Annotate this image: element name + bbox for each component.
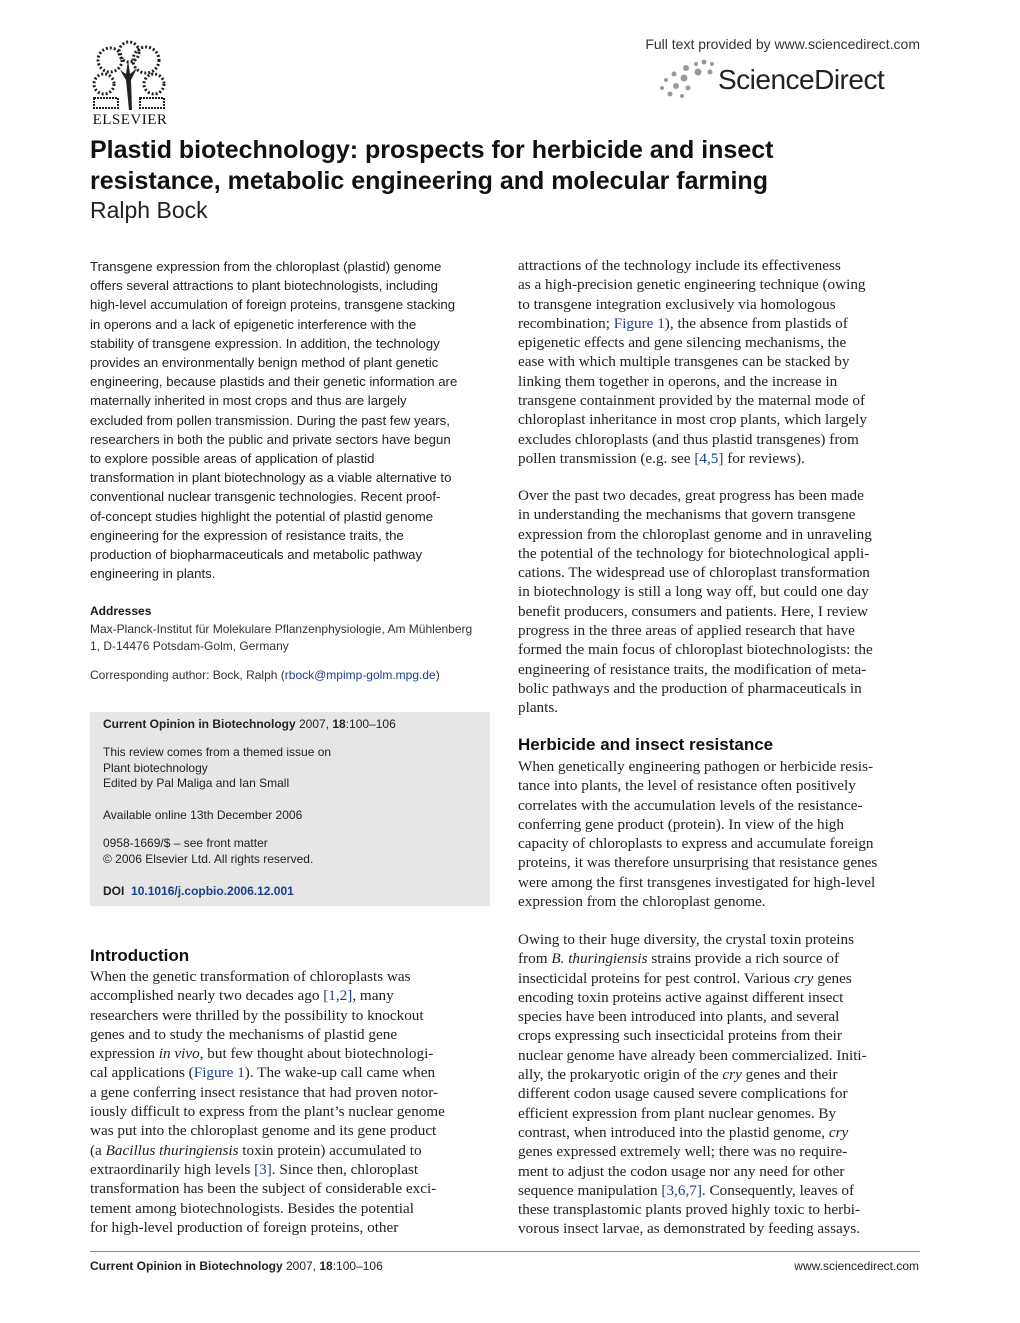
figure-link[interactable]: Figure 1 — [613, 314, 665, 332]
body-line: When genetically engineering pathogen or herbicide resis- — [518, 758, 874, 775]
abstract-line: Transgene expression from the chloroplast (plastid) genome — [90, 259, 442, 274]
abstract-line: of-concept studies highlight the potential of plastid genome — [90, 508, 434, 524]
abstract-line: engineering in plants. — [90, 566, 216, 582]
body-line: engineering of resistance traits, the modification of meta- — [518, 660, 867, 678]
introduction-heading: Introduction — [90, 946, 190, 965]
intro-line: When the genetic transformation of chloroplasts was — [90, 968, 411, 985]
right-paragraph-2 — [518, 486, 919, 718]
body-line: different codon usage caused severe complications for — [518, 1085, 848, 1103]
intro-line: was put into the chloroplast genome and its gene product — [90, 1122, 437, 1140]
title-line-2: resistance, metabolic engineering and molecular farming — [90, 167, 768, 195]
intro-line: transformation has been the subject of considerable exci- — [90, 1180, 437, 1198]
body-line: species have been introduced into plants, and several — [518, 1008, 840, 1026]
body-line: conferring gene product (protein). In view of the high — [518, 815, 844, 833]
ref-link[interactable]: [1,2] — [323, 987, 353, 1005]
abstract-line: provides an environmentally benign method of plant genetic — [90, 355, 439, 371]
info-themed-line-3: Edited by Pal Maliga and Ian Small — [103, 776, 290, 790]
corresponding-author — [90, 667, 490, 684]
body-line: contrast, when introduced into the plastid genome, cry — [518, 1123, 849, 1141]
body-line: chloroplast inheritance in most crop plants, which largely — [518, 411, 867, 429]
body-line: formed the main focus of chloroplast biotechnologists: the — [518, 641, 873, 659]
abstract-line: production of biopharmaceuticals and metabolic pathway — [90, 547, 423, 563]
body-line: proteins, it was therefore unsurprising that resistance genes — [518, 854, 878, 872]
body-line: capacity of chloroplasts to express and accumulate foreign — [518, 835, 874, 853]
intro-line: (a Bacillus thuringiensis toxin protein) accumulated to — [90, 1141, 422, 1159]
right-paragraph-1 — [518, 256, 919, 468]
footer-url[interactable]: www.sciencedirect.com — [794, 1259, 919, 1273]
body-line: in understanding the mechanisms that govern transgene — [518, 506, 856, 524]
intro-line: cal applications (Figure 1). The wake-up call came when — [90, 1064, 436, 1082]
body-line: excludes chloroplasts (and thus plastid transgenes) from — [518, 430, 859, 448]
abstract-line: engineering for the expression of resistance traits, the — [90, 527, 404, 543]
intro-line: accomplished nearly two decades ago [1,2], many — [90, 987, 394, 1005]
elsevier-logo — [90, 40, 170, 130]
body-line: correlates with the accumulation levels of the resistance- — [518, 796, 863, 814]
sciencedirect-wordmark: ScienceDirect — [718, 64, 885, 95]
abstract-line: engineering, because plastids and their genetic information are — [90, 374, 458, 390]
body-line: plants. — [518, 699, 559, 717]
ref-link[interactable]: [3] — [254, 1160, 272, 1178]
abstract-line: excluded from pollen transmission. During the past few years, — [90, 412, 450, 428]
footer-journal-name: Current Opinion in Biotechnology — [90, 1259, 283, 1273]
body-line: epigenetic effects and gene silencing mechanisms, the — [518, 334, 847, 352]
body-line: tance into plants, the level of resistance often positively — [518, 777, 856, 795]
footer-volume: 18 — [319, 1259, 333, 1273]
footer-journal — [90, 1259, 383, 1273]
info-year: 2007, — [295, 717, 333, 731]
title-line-1: Plastid biotechnology: prospects for herbicide and insect — [90, 136, 774, 164]
info-copyright: © 2006 Elsevier Ltd. All rights reserved. — [103, 852, 314, 866]
body-line: attractions of the technology include its effectiveness — [518, 257, 841, 274]
intro-line: tement among biotechnologists. Besides the potential — [90, 1199, 414, 1217]
intro-line: researchers were thrilled by the possibility to knockout — [90, 1006, 424, 1024]
intro-line: a gene conferring insect resistance that had proven notor- — [90, 1083, 439, 1101]
body-line: expression from the chloroplast genome and in unraveling — [518, 525, 872, 543]
body-line: ment to adjust the codon usage nor any need for other — [518, 1162, 845, 1180]
doi-link[interactable]: 10.1016/j.copbio.2006.12.001 — [131, 884, 294, 898]
author-email-link[interactable]: rbock@mpimp-golm.mpg.de — [284, 668, 436, 682]
body-line: pollen transmission (e.g. see [4,5] for reviews). — [518, 449, 805, 467]
corresponding-prefix: Corresponding author: Bock, Ralph ( — [90, 668, 285, 682]
address-line-2: 1, D-14476 Potsdam-Golm, Germany — [90, 639, 289, 653]
body-line: insecticidal proteins for pest control. Various cry genes — [518, 969, 852, 987]
body-line: genes expressed extremely well; there was no require- — [518, 1143, 848, 1161]
body-line: crops expressing such insecticidal proteins from their — [518, 1027, 842, 1045]
addresses-heading: Addresses — [90, 604, 152, 618]
body-line: recombination; Figure 1), the absence from plastids of — [518, 314, 848, 332]
author-name: Ralph Bock — [90, 197, 208, 223]
article-info-box — [90, 712, 490, 906]
info-themed-line-1: This review comes from a themed issue on — [103, 745, 332, 759]
body-line: from B. thuringiensis strains provide a rich source of — [518, 950, 839, 968]
body-line: transgene containment provided by the maternal mode of — [518, 392, 866, 410]
body-line: vorous insect larvae, as demonstrated by feeding assays. — [518, 1220, 861, 1238]
body-line: to transgene integration exclusively via homologous — [518, 295, 836, 313]
body-line: sequence manipulation [3,6,7]. Consequently, leaves of — [518, 1181, 855, 1199]
abstract-line: conventional nuclear transgenic technologies. Recent proof- — [90, 489, 441, 505]
abstract-line: in operons and a lack of epigenetic interference with the — [90, 316, 417, 332]
introduction-text — [90, 967, 490, 1237]
body-line: linking them together in operons, and the increase in — [518, 372, 838, 390]
elsevier-tree-icon — [90, 40, 168, 112]
body-line: as a high-precision genetic engineering technique (owing — [518, 276, 866, 294]
info-themed-line-2: Plant biotechnology — [103, 761, 208, 775]
abstract-line: transformation in plant biotechnology as a viable alternative to — [90, 470, 452, 486]
footer-pages: :100–106 — [332, 1259, 383, 1273]
intro-line: iously difficult to express from the plant’s nuclear genome — [90, 1103, 445, 1121]
intro-line: extraordinarily high levels [3]. Since then, chloroplast — [90, 1160, 419, 1178]
abstract-line: maternally inherited in most crops and thus are largely — [90, 393, 407, 409]
abstract-line: offers several attractions to plant biotechnologists, including — [90, 278, 438, 294]
ref-link[interactable]: [4,5] — [694, 449, 724, 467]
figure-link[interactable]: Figure 1 — [193, 1064, 245, 1082]
info-journal-line — [103, 717, 396, 731]
body-line: bolic pathways and the production of pharmaceuticals in — [518, 679, 862, 697]
addresses-text — [90, 621, 490, 655]
footer-divider — [90, 1251, 920, 1252]
info-journal-name: Current Opinion in Biotechnology — [103, 717, 296, 731]
info-pages: :100–106 — [345, 717, 396, 731]
elsevier-wordmark: ELSEVIER — [92, 112, 168, 128]
body-line: Owing to their huge diversity, the crystal toxin proteins — [518, 931, 855, 948]
body-line: Over the past two decades, great progress has been made — [518, 487, 864, 504]
ref-link[interactable]: [3,6,7] — [661, 1181, 702, 1199]
herbicide-section-heading: Herbicide and insect resistance — [518, 735, 774, 754]
abstract — [90, 257, 490, 583]
footer-year: 2007, — [282, 1259, 320, 1273]
body-line: these transplastomic plants proved highly toxic to herbi- — [518, 1201, 861, 1219]
body-line: benefit producers, consumers and patients. Here, I review — [518, 602, 869, 620]
abstract-line: to explore possible areas of application of plastid — [90, 451, 375, 467]
abstract-line: researchers in both the public and private sectors have begun — [90, 431, 451, 447]
body-line: ease with which multiple transgenes can be stacked by — [518, 353, 850, 371]
body-line: expression from the chloroplast genome. — [518, 893, 766, 911]
address-line-1: Max-Planck-Institut für Molekulare Pflanzenphysiologie, Am Mühlenberg — [90, 622, 473, 636]
corresponding-suffix: ) — [435, 668, 440, 682]
fulltext-provider-line[interactable]: Full text provided by www.sciencedirect.com — [645, 36, 920, 52]
info-doi-label: DOI — [103, 884, 125, 898]
body-line: efficient expression from plant nuclear genomes. By — [518, 1104, 837, 1122]
intro-line: expression in vivo, but few thought about biotechnologi- — [90, 1045, 434, 1063]
info-issn: 0958-1669/$ – see front matter — [103, 836, 268, 850]
info-available: Available online 13th December 2006 — [103, 808, 303, 822]
body-line: the potential of the technology for biotechnological appli- — [518, 544, 870, 562]
herbicide-paragraph-1 — [518, 757, 919, 911]
article-title — [90, 135, 850, 197]
info-doi-line — [103, 884, 294, 898]
herbicide-paragraph-2 — [518, 930, 919, 1239]
body-line: were among the first transgenes investigated for high-level — [518, 873, 876, 891]
info-volume: 18 — [332, 717, 346, 731]
body-line: encoding toxin proteins active against different insect — [518, 988, 844, 1006]
body-line: ally, the prokaryotic origin of the cry genes and their — [518, 1066, 838, 1084]
sciencedirect-dots-icon — [656, 58, 718, 100]
body-line: progress in the three areas of applied research that have — [518, 622, 855, 640]
abstract-line: stability of transgene expression. In addition, the technology — [90, 335, 440, 351]
body-line: cations. The widespread use of chloroplast transformation — [518, 564, 870, 582]
body-line: nuclear genome have already been commercialized. Initi- — [518, 1046, 867, 1064]
intro-line: genes and to study the mechanisms of plastid gene — [90, 1025, 398, 1043]
abstract-line: high-level accumulation of foreign proteins, transgene stacking — [90, 297, 456, 313]
sciencedirect-logo[interactable] — [656, 56, 920, 102]
body-line: in biotechnology is still a long way off, but could one day — [518, 583, 869, 601]
intro-line: for high-level production of foreign proteins, other — [90, 1218, 399, 1236]
